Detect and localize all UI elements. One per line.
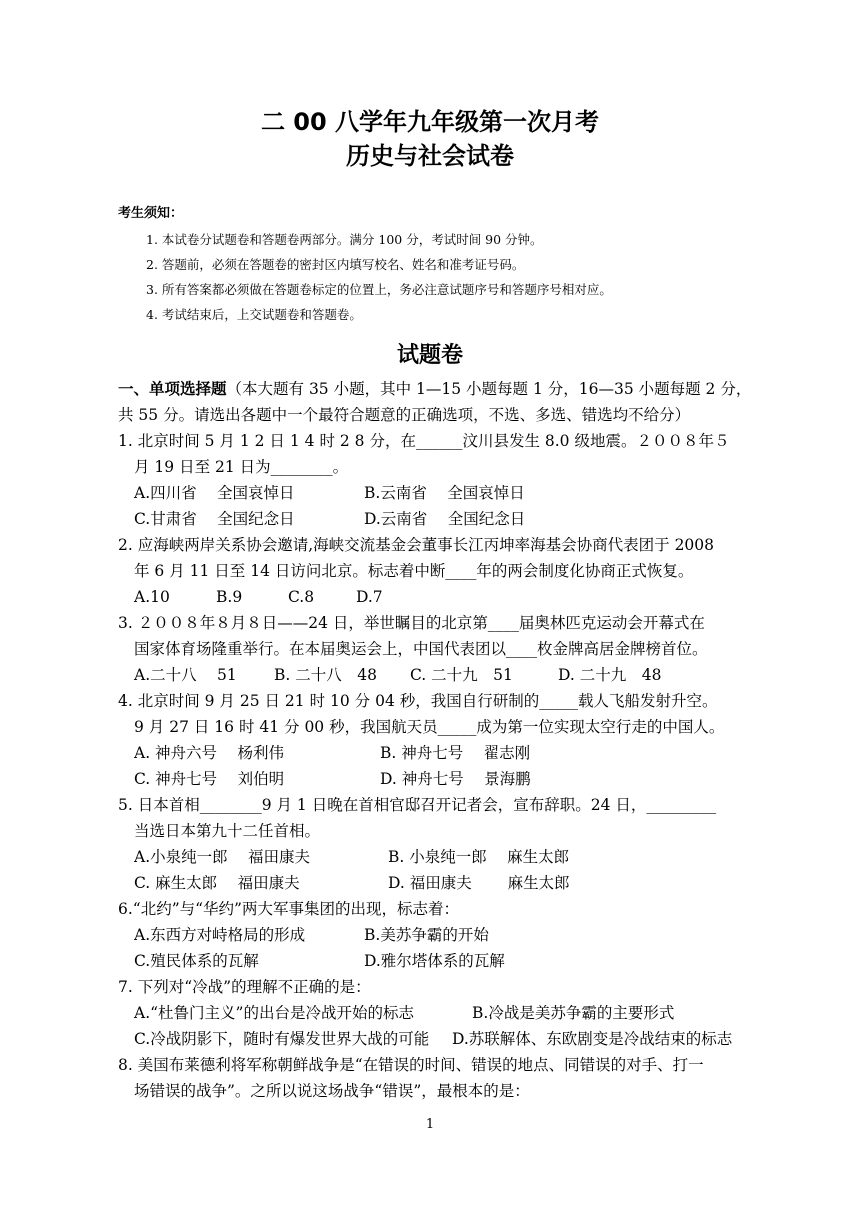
question-3-stem: 3. ２００８年８月８日——24 日，举世瞩目的北京第____届奥林匹克运动会开幕式在: [118, 614, 705, 632]
question-8-stem: 8. 美国布莱德利将军称朝鲜战争是“在错误的时间、错误的地点、同错误的对手、打一: [118, 1056, 704, 1074]
part1-description-cont: 共 55 分。请选出各题中一个最符合题意的正确选项，不选、多选、错选均不给分）: [118, 406, 691, 424]
part1-heading: [118, 378, 751, 400]
question-1-option-d: D.云南省 全国纪念日: [364, 510, 526, 528]
question-6-option-d: D.雅尔塔体系的瓦解: [364, 952, 505, 970]
part1-label: 一、单项选择题: [118, 380, 227, 398]
question-3-option-c: C. 二十九 51: [410, 666, 513, 684]
question-7-option-c: C.冷战阴影下，随时有爆发世界大战的可能: [134, 1030, 430, 1048]
page-number: 1: [425, 1117, 435, 1132]
question-1-option-b: B.云南省 全国哀悼日: [364, 484, 525, 502]
question-5-stem: 5. 日本首相________9 月 1 日晚在首相官邸召开记者会，宣布辞职。24 日，_________: [118, 796, 717, 814]
question-4-stem: 4. 北京时间 9 月 25 日 21 时 10 分 04 秒，我国自行研制的_____载人飞船发射升空。: [118, 692, 718, 710]
question-4-option-b: B. 神舟七号 翟志刚: [380, 744, 531, 762]
notice-item: 1. 本试卷分试题卷和答题卷两部分。满分 100 分，考试时间 90 分钟。: [146, 232, 543, 247]
part1-description: （本大题有 35 小题，其中 1—15 小题每题 1 分，16—35 小题每题 2 分，: [226, 380, 752, 398]
question-7-option-d: D.苏联解体、东欧剧变是冷战结束的标志: [452, 1030, 733, 1048]
question-1-option-a: A.四川省 全国哀悼日: [134, 484, 295, 502]
notice-item: 4. 考试结束后，上交试题卷和答题卷。: [146, 307, 362, 322]
question-3-option-d: D. 二十九 48: [558, 666, 662, 684]
question-5-stem-cont: 当选日本第九十二任首相。: [134, 822, 321, 840]
question-1-stem: 1. 北京时间 5 月 1 2 日 1 4 时 2 8 分，在______汶川县发生 8.0 级地震。２００８年５: [118, 432, 730, 450]
question-6-stem: 6.“北约”与“华约”两大军事集团的出现，标志着：: [118, 900, 459, 918]
question-2-option-a: A.10: [134, 588, 170, 606]
question-7-option-a: A.“杜鲁门主义”的出台是冷战开始的标志: [134, 1004, 414, 1022]
question-6-option-c: C.殖民体系的瓦解: [134, 952, 259, 970]
exam-subtitle: 历史与社会试卷: [346, 142, 514, 170]
question-5-option-b: B. 小泉纯一郎 麻生太郎: [388, 848, 570, 866]
question-6-option-b: B.美苏争霸的开始: [364, 926, 489, 944]
question-7-option-b: B.冷战是美苏争霸的主要形式: [472, 1004, 675, 1022]
question-4-option-a: A. 神舟六号 杨利伟: [134, 744, 284, 762]
question-7-stem: 7. 下列对“冷战”的理解不正确的是：: [118, 978, 371, 996]
question-3-option-a: A.二十八 51: [134, 666, 237, 684]
question-4-option-d: D. 神舟七号 景海鹏: [380, 770, 531, 788]
question-2-option-c: C.8: [288, 588, 315, 606]
question-3-stem-cont: 国家体育场隆重举行。在本届奥运会上，中国代表团以____枚金牌高居金牌榜首位。: [134, 640, 708, 658]
question-5-option-d: D. 福田康夫 麻生太郎: [388, 874, 570, 892]
question-8-stem-cont: 场错误的战争”。之所以说这场战争“错误”，最根本的是：: [134, 1082, 530, 1100]
question-1-stem-cont: 月 19 日至 21 日为________。: [134, 458, 349, 476]
question-5-option-c: C. 麻生太郎 福田康夫: [134, 874, 300, 892]
question-2-stem-cont: 年 6 月 11 日至 14 日访问北京。标志着中断____年的两会制度化协商正式恢复。: [134, 562, 694, 580]
question-3-option-b: B. 二十八 48: [274, 666, 377, 684]
section-title: 试题卷: [396, 343, 463, 368]
question-2-stem: 2. 应海峡两岸关系协会邀请,海峡交流基金会董事长江丙坤率海基会协商代表团于 2008: [118, 536, 715, 554]
question-2-option-d: D.7: [356, 588, 383, 606]
exam-title: 二 00 八学年九年级第一次月考: [260, 108, 600, 136]
question-6-option-a: A.东西方对峙格局的形成: [134, 926, 306, 944]
notice-heading: 考生须知：: [118, 206, 184, 221]
notice-item: 2. 答题前，必须在答题卷的密封区内填写校名、姓名和准考证号码。: [146, 257, 525, 272]
question-1-option-c: C.甘肃省 全国纪念日: [134, 510, 295, 528]
notice-item: 3. 所有答案都必须做在答题卷标定的位置上，务必注意试题序号和答题序号相对应。: [146, 282, 612, 297]
question-5-option-a: A.小泉纯一郎 福田康夫: [134, 848, 311, 866]
question-2-option-b: B.9: [216, 588, 243, 606]
question-4-stem-cont: 9 月 27 日 16 时 41 分 00 秒，我国航天员_____成为第一位实现太空行走的中国人。: [134, 718, 725, 736]
question-4-option-c: C. 神舟七号 刘伯明: [134, 770, 285, 788]
